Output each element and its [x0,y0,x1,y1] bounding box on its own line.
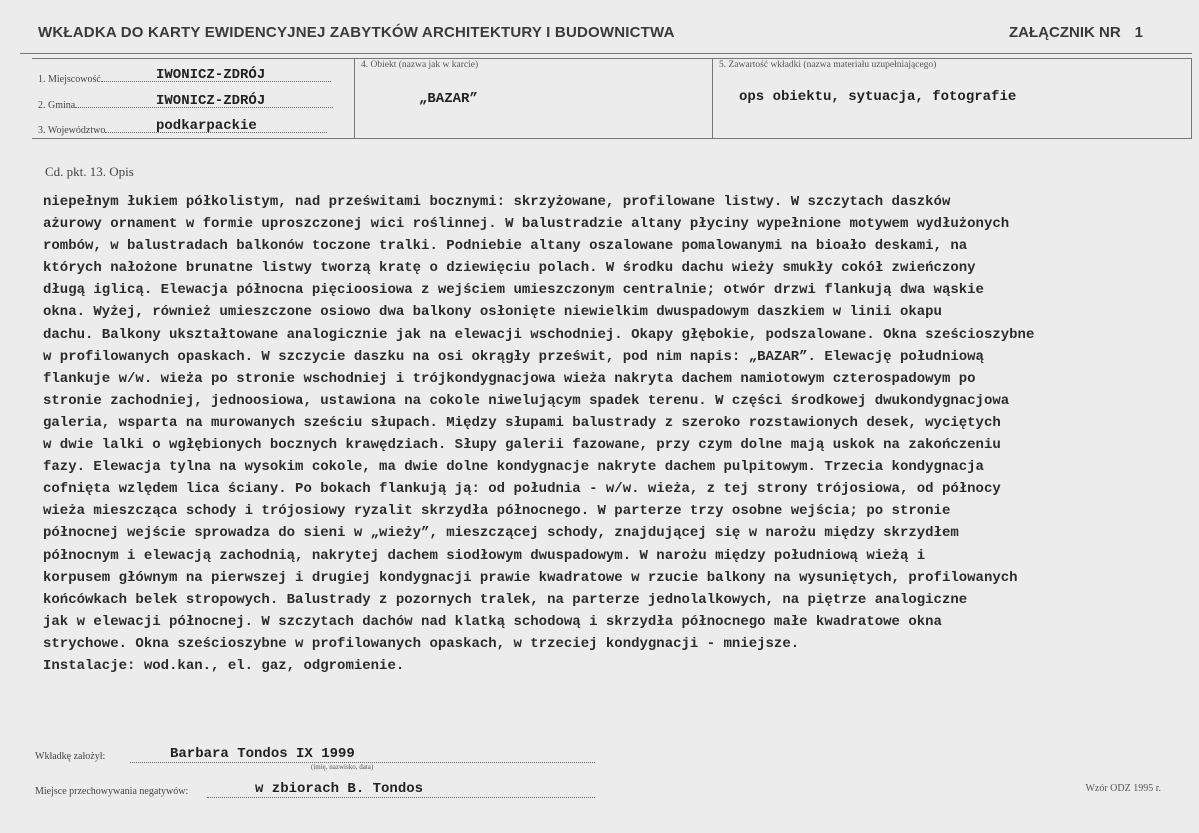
storage-value: w zbiorach B. Tondos [255,781,424,797]
storage-label: Miejsce przechowywania negatywów: [35,786,189,797]
description-line: niepełnym łukiem półkolistym, nad prześwitami bocznymi: skrzyżowane, profilowane listwy. W szczytach daszków [43,194,951,210]
town-field [38,67,331,85]
contents-label: 5. Zawartość wkładki (nazwa materiału uzupełniającego) [719,60,937,70]
identification-box [32,58,1192,139]
author-field [35,746,374,771]
contents-value: ops obiektu, sytuacja, fotografie [739,89,1017,105]
annex-number: 1 [1134,24,1143,41]
town-value: IWONICZ-ZDRÓJ [156,67,266,83]
voivodeship-label: 3. Województwo [38,125,106,136]
description-line: północnej wejście sprowadza do sieni w „wieży”, mieszczącej schody, znajdującej się w narożu między skrzydłem [43,525,959,542]
description-line: długą iglicą. Elewacja północna pięcioosiowa z wejściem umieszczonym centralnie; otwór drzwi flankują dwa wąskie [43,282,984,299]
description-line: wieża mieszcząca schody i trójosiowy ryzalit skrzydła północnego. W parterze trzy osobne wejścia; po stronie [43,503,951,520]
storage-field [35,781,424,797]
commune-label: 2. Gmina [38,100,76,111]
object-column [354,59,713,138]
voivodeship-value: podkarpackie [156,118,257,134]
description-line: których nałożone brunatne listwy tworzą kratę o dziewięciu polach. W środku dachu wieży smukły cokół zwieńczony [43,260,976,277]
object-value: „BAZAR” [419,91,478,107]
description-line: w dwie lalki o wgłębionych bocznych krawędziach. Słupy galerii fazowane, przy czym dolne mają uskok na zakończeniu [43,437,1001,454]
description-line: północnym i elewacją zachodnią, nakrytej dachem siodłowym dwuspadowym. W narożu między południową wieżą i [43,547,926,564]
form-title: WKŁADKA DO KARTY EWIDENCYJNEJ ZABYTKÓW ARCHITEKTURY I BUDOWNICTWA [38,24,675,41]
commune-field [38,93,333,111]
description-line: stronie zachodniej, jednoosiowa, ustawiona na cokole niwelującym spadek terenu. W części środkowej dwukondygnacjowa [43,392,1010,409]
form-pattern: Wzór ODZ 1995 r. [1085,783,1161,794]
description-line: jak w elewacji północnej. W szczytach dachów nad klatką schodową i skrzydła północnego małe kwadratowe okna [43,613,942,630]
description-line: dachu. Balkony ukształtowane analogicznie jak na elewacji wschodniej. Okapy głębokie, podszalowane. Okna sześcioszybne [43,326,1035,343]
section-heading: Cd. pkt. 13. Opis [45,164,134,179]
header-divider [20,53,1192,54]
description-line: strychowe. Okna sześcioszybne w profilowanych opaskach, w trzeciej kondygnacji - mniejsze. [43,635,800,652]
description-line: galeria, wsparta na murowanych sześciu słupach. Między słupami balustrady z szeroko rozstawionych desek, wyciętych [43,414,1001,431]
description-line: Instalacje: wod.kan., el. gaz, odgromienie. [43,657,405,674]
author-label: Wkładkę założył: [35,751,106,762]
storage-dots [207,797,595,798]
form-header [38,22,1143,48]
description-line: cofnięta wzlędem lica ściany. Po bokach flankują ją: od południa - w/w. wieża, z tej strony trójosiowa, od północy [43,481,1001,498]
annex-label-text: ZAŁĄCZNIK NR [1009,24,1121,41]
author-hint: (imię, nazwisko, data) [311,763,374,771]
description-line: w profilowanych opaskach. W szczycie daszku na osi okrągły prześwit, pod nim napis: „BAZAR”. Elewację południową [43,348,984,365]
description-line: fazy. Elewacja tylna na wysokim cokole, ma dwie dolne kondygnacje nakryte dachem pulpitowym. Trzecia kondygnacja [43,459,984,476]
description-text [43,191,1173,677]
object-label: 4. Obiekt (nazwa jak w karcie) [361,60,479,70]
description-line: flankuje w/w. wieża po stronie wschodniej i trójkondygnacjowa wieża nakryta dachem namiotowym czterospadowym po [43,370,976,387]
author-value: Barbara Tondos IX 1999 [170,746,355,762]
description-line: okna. Wyżej, również umieszczone osiowo dwa balkony osłonięte niewielkim dwuspadowym daszkiem w linii okapu [43,304,942,321]
annex-label [1009,24,1143,41]
contents-column [712,59,1192,138]
description-line: rombów, w balustradach balkonów toczone tralki. Podniebie altany oszalowane pomalowanymi na bioało deskami, na [43,238,968,255]
description-line: ażurowy ornament w formie uproszczonej wici roślinnej. W balustradzie altany płyciny wypełnione motywem wydłużonych [43,216,1010,233]
voivodeship-field [38,118,327,136]
description-line: korpusem głównym na pierwszej i drugiej kondygnacji prawie kwadratowe w rzucie balkony na wysuniętych, profilowanych [43,569,1018,586]
description-line: końcówkach belek stropowych. Balustrady z pozornych tralek, na parterze jednolalkowych, na piętrze analogiczne [43,591,968,608]
commune-value: IWONICZ-ZDRÓJ [156,93,266,109]
town-label: 1. Miejscowość [38,74,101,85]
